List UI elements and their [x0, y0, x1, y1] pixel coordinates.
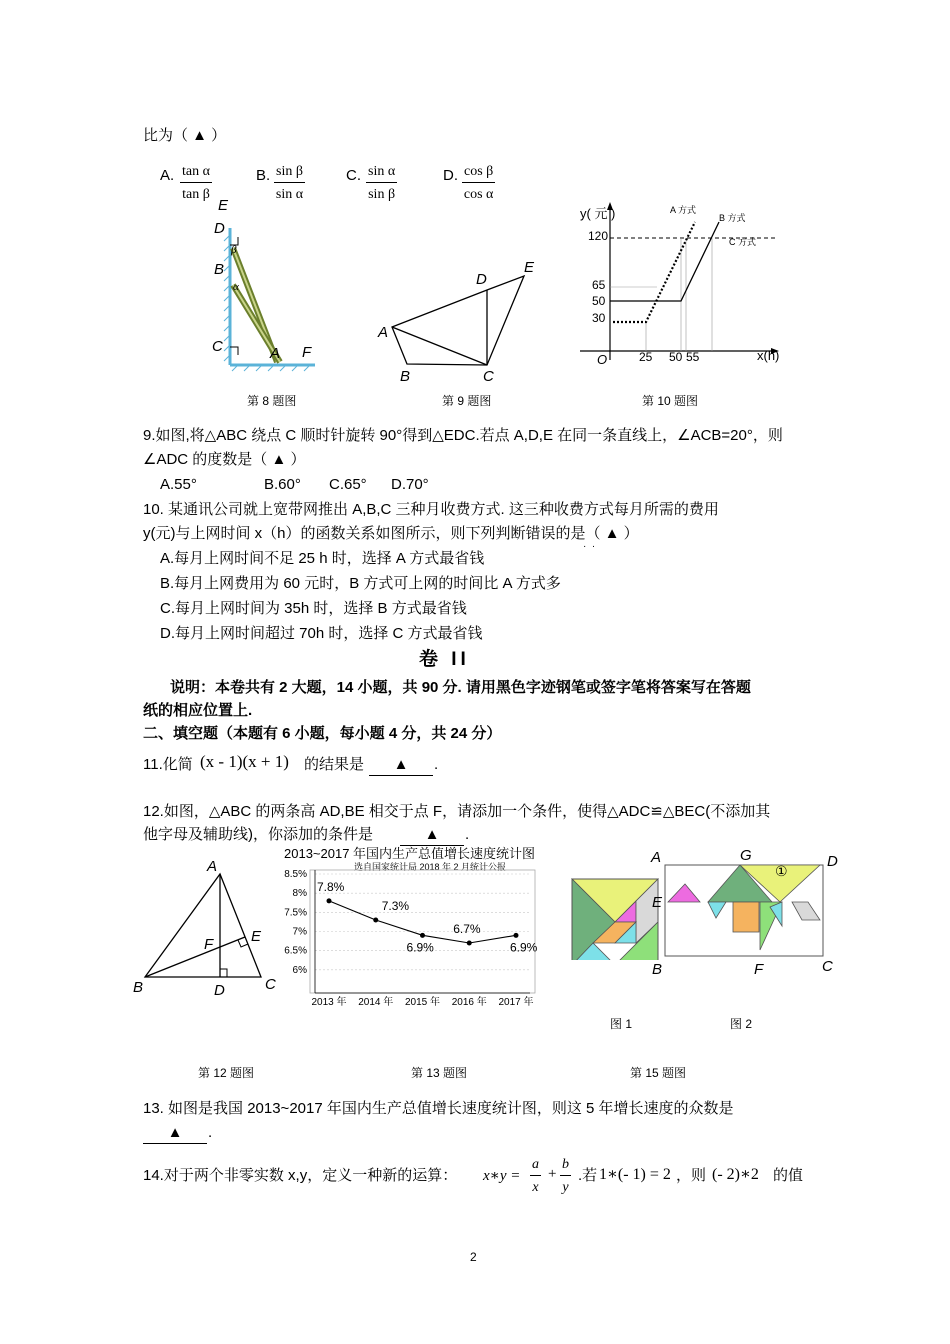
chart-y-tick-label: 6.5% — [284, 945, 307, 957]
fig15-label-d: D — [827, 853, 838, 870]
fig12-triangle-diagram — [135, 860, 275, 985]
q14-tail: 的值 — [773, 1167, 804, 1184]
fig15-label-b: B — [652, 961, 663, 978]
fig10-xtick-25: 25 — [639, 350, 653, 364]
fig10-series-b — [610, 222, 719, 301]
q12-end: . — [465, 826, 470, 843]
section2-note-line-2: 纸的相应位置上. — [143, 702, 253, 719]
section2-title: 卷 II — [419, 649, 470, 670]
q11-answer-blank: ▲ — [369, 755, 433, 776]
fig10-caption: 第 10 题图 — [642, 394, 699, 408]
fig15-label-g: G — [740, 847, 752, 864]
fig9-label-a: A — [378, 324, 389, 341]
q13-answer-blank: ▲ — [143, 1123, 207, 1144]
q8-option-c-letter: C. — [346, 167, 361, 184]
fig15-marker-1: ① — [775, 863, 788, 879]
q9-option-a: A.55° — [160, 476, 197, 493]
fig15-label-f: F — [754, 961, 764, 978]
q9-option-d: D.70° — [391, 476, 429, 493]
fig10-cost-graph — [575, 200, 785, 370]
fig15-caption: 第 15 题图 — [630, 1066, 687, 1080]
chart-data-point — [373, 918, 378, 923]
q8-option-c-fraction: $\frac{\text{sin α}}{\text{sin β}}$ — [368, 164, 396, 202]
q8-option-a-fraction: $\frac{\text{tan α}}{\text{tan β}}$ — [182, 164, 210, 202]
q10-option-c: C.每月上网时间为 35h 时，选择 B 方式最省钱 — [160, 600, 467, 617]
fig10-label-b: B 方式 — [719, 213, 746, 223]
chart-y-tick-label: 6% — [292, 964, 307, 976]
fig15-tangram-figure — [660, 862, 828, 960]
chart-x-tick-label: 2015 年 — [404, 997, 441, 1008]
q9-line-2: ∠ADC 的度数是（ ▲ ） — [143, 451, 306, 468]
q14-mid: .若 — [578, 1167, 598, 1184]
fig15-label-e: E — [652, 894, 663, 911]
chart-data-point — [327, 898, 332, 903]
fig12-label-d: D — [214, 982, 225, 999]
fig8-label-d: D — [214, 220, 225, 237]
fig9-label-b: B — [400, 368, 411, 385]
q9-option-b: B.60° — [264, 476, 301, 493]
fig8-label-c: C — [212, 338, 223, 355]
fig15-label-a: A — [651, 849, 662, 866]
fig10-origin: O — [597, 352, 608, 367]
chart-y-tick-label: 7% — [292, 926, 307, 938]
q14-plus: + — [548, 1166, 557, 1182]
fig10-ytick-65: 65 — [592, 278, 606, 292]
q14-then: ，则 — [676, 1167, 707, 1184]
chart-data-label: 7.8% — [317, 879, 345, 894]
fig10-ytick-30: 30 — [592, 311, 606, 325]
chart-data-label: 7.3% — [381, 899, 410, 913]
fig8-label-b: B — [214, 261, 225, 278]
q9-option-c: C.65° — [329, 476, 367, 493]
q8-stem-tail: 比为（ ▲ ） — [143, 127, 227, 144]
chart-data-point — [420, 933, 425, 938]
fig8-label-a: A — [270, 345, 281, 362]
chart-data-label: 6.9% — [510, 940, 538, 955]
q8-option-d-fraction: $\frac{\text{cos β}}{\text{cos α}}$ — [463, 164, 494, 202]
q10-emphasis-dots: · · — [583, 541, 596, 552]
fig15-label-c: C — [822, 958, 833, 975]
q14-fraction-a-over-x: $\frac{a}{x}$ — [532, 1157, 539, 1195]
q14-ask-expression: (- 2)∗2 — [712, 1166, 759, 1183]
fig10-ytick-120: 120 — [588, 229, 609, 243]
q11-suffix: 的结果是 — [304, 756, 365, 773]
page-number: 2 — [470, 1250, 477, 1264]
fig9-caption: 第 9 题图 — [442, 394, 492, 408]
chart-x-tick-label: 2016 年 — [451, 997, 487, 1008]
chart-x-tick-label: 2017 年 — [498, 997, 534, 1008]
section2-note-line-1: 说明：本卷共有 2 大题，14 小题，共 90 分. 请用黑色字迹钢笔或签字笔将答案写在答题 — [170, 679, 751, 696]
chart-data-point — [467, 941, 472, 946]
fig10-y-label: y( 元 ) — [580, 206, 616, 221]
fig10-x-label: x(h) — [757, 348, 780, 363]
fig12-label-b: B — [133, 979, 144, 996]
q8-option-d-letter: D. — [443, 167, 458, 184]
fig8-label-e: E — [218, 197, 229, 214]
q10-option-b: B.每月上网费用为 60 元时，B 方式可上网的时间比 A 方式多 — [160, 575, 561, 592]
fig12-label-c: C — [265, 976, 276, 993]
fig13-caption: 第 13 题图 — [411, 1066, 468, 1080]
chart-y-tick-label: 8.5% — [284, 869, 307, 880]
fig10-xtick-50: 50 — [669, 350, 683, 364]
fig15-sub-caption-2: 图 2 — [730, 1017, 753, 1031]
q9-line-1: 9.如图,将△ABC 绕点 C 顺时针旋转 90°得到△EDC.若点 A,D,E 在同一条直线上，∠ACB=20°，则 — [143, 427, 783, 444]
q8-option-a-letter: A. — [160, 167, 175, 184]
q12-line-2: 他字母及辅助线)，你添加的条件是 — [143, 826, 373, 843]
fig10-ytick-50: 50 — [592, 294, 606, 308]
fig15-sub-caption-1: 图 1 — [610, 1017, 633, 1031]
fig10-series-a — [613, 222, 695, 322]
q8-option-b-fraction: $\frac{\text{sin β}}{\text{sin α}}$ — [275, 164, 304, 202]
fig8-label-beta: β — [231, 244, 237, 256]
q12-answer-blank: ▲ — [400, 825, 464, 846]
q14-prefix: 14.对于两个非零实数 x,y，定义一种新的运算： — [143, 1167, 458, 1184]
fig8-label-alpha: α — [233, 281, 239, 293]
q14-fraction-b-over-y: $\frac{b}{y}$ — [562, 1157, 569, 1195]
chart-y-tick-label: 8% — [292, 888, 307, 900]
gdp-growth-line-chart — [280, 862, 550, 1022]
q11-expression: (x - 1)(x + 1) — [200, 752, 289, 771]
chart-subtitle: 选自国家统计局 2018 年 2 月统计公报 — [354, 862, 507, 872]
fig8-label-f: F — [302, 344, 312, 361]
chart-data-label: 6.9% — [406, 940, 434, 955]
fig12-label-a: A — [207, 858, 218, 875]
chart-title: 2013~2017 年国内生产总值增长速度统计图 — [284, 846, 536, 861]
fig15-tangram-square — [568, 875, 663, 960]
q12-line-1: 12.如图，△ABC 的两条高 AD,BE 相交于点 F，请添加一个条件，使得△ADC≌△BEC(不添加其 — [143, 803, 771, 820]
fig10-label-a: A 方式 — [670, 205, 697, 215]
fig9-label-c: C — [483, 368, 494, 385]
q11-end: . — [434, 756, 439, 773]
q8-option-b-letter: B. — [256, 167, 271, 184]
q14-condition: 1∗(- 1) = 2 — [599, 1166, 671, 1183]
fig10-label-c: C 方式 — [729, 237, 757, 247]
q13-end: . — [208, 1124, 213, 1141]
fig12-label-f: F — [204, 936, 214, 953]
q14-expr-lhs: x∗y = — [483, 1168, 521, 1184]
fig12-caption: 第 12 题图 — [198, 1066, 255, 1080]
part2-heading: 二、填空题（本题有 6 小题，每小题 4 分，共 24 分） — [143, 725, 502, 742]
chart-data-point — [514, 933, 519, 938]
q10-option-a: A.每月上网时间不足 25 h 时，选择 A 方式最省钱 — [160, 550, 485, 567]
chart-data-label: 6.7% — [453, 922, 481, 936]
fig12-label-e: E — [251, 928, 262, 945]
chart-x-tick-label: 2014 年 — [358, 997, 394, 1008]
fig10-xtick-55: 55 — [686, 350, 700, 364]
chart-x-tick-label: 2013 年 — [311, 997, 347, 1008]
q10-line-1: 10. 某通讯公司就上宽带网推出 A,B,C 三种月收费方式. 这三种收费方式每月所需的费用 — [143, 501, 719, 518]
q10-line-2: y(元)与上网时间 x（h）的函数关系如图所示，则下列判断错误的是（ ▲ ） — [143, 525, 639, 542]
fig8-caption: 第 8 题图 — [247, 394, 297, 408]
chart-y-tick-label: 7.5% — [284, 907, 307, 919]
q10-option-d: D.每月上网时间超过 70h 时，选择 C 方式最省钱 — [160, 625, 483, 642]
q13-line-1: 13. 如图是我国 2013~2017 年国内生产总值增长速度统计图，则这 5 年增长速度的众数是 — [143, 1100, 734, 1117]
q11-prefix: 11.化简 — [143, 756, 193, 773]
fig9-label-d: D — [476, 271, 487, 288]
fig9-label-e: E — [524, 259, 535, 276]
